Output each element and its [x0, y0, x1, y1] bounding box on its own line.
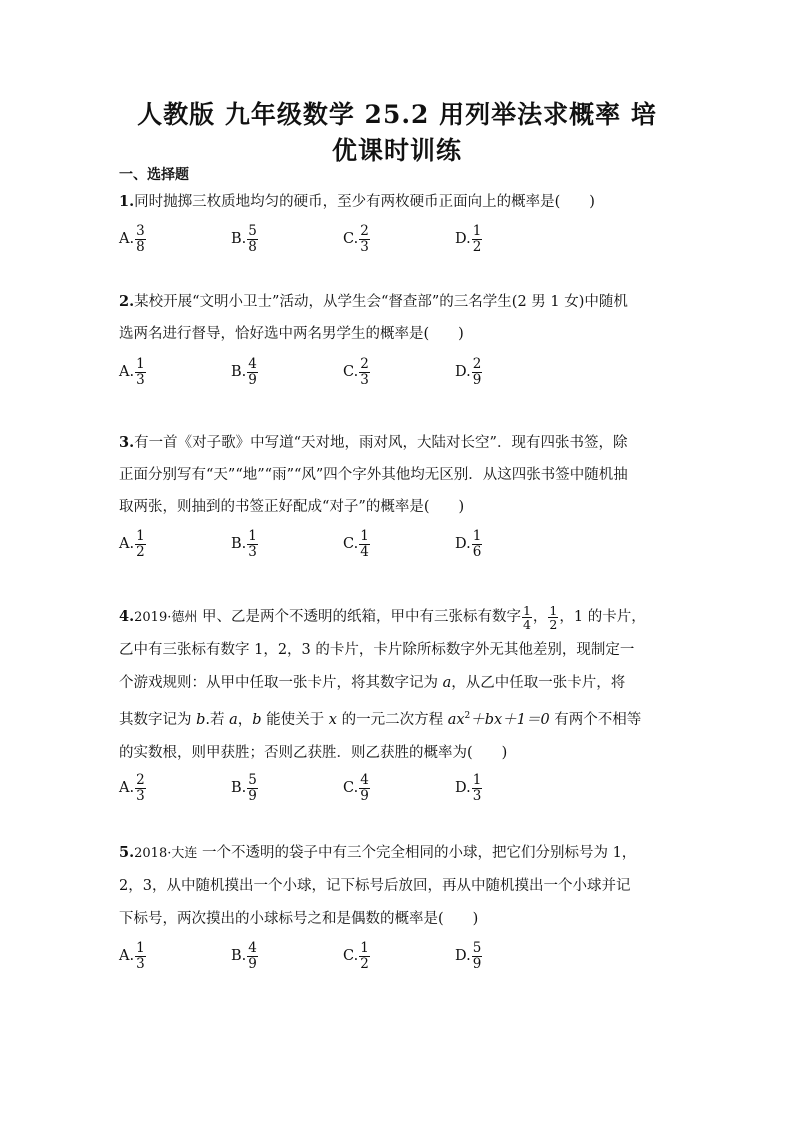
fraction: $\frac{2}{3}$ [360, 355, 369, 388]
question-number: 3. [119, 434, 135, 451]
fraction: $\frac{1}{2}$ [360, 939, 369, 972]
options-q2 [119, 352, 679, 392]
question-text-line2: 2，3，从中随机摸出一个小球，记下标号后放回，再从中随机摸出一个小球并记 [119, 878, 631, 894]
fraction: $\frac{1}{3}$ [136, 355, 145, 388]
question-text-line1: 有一首《对子歌》中写道“天对地，雨对风，大陆对长空”．现有四张书签，除 [134, 435, 628, 451]
fraction: $\frac{2}{9}$ [472, 355, 482, 388]
option-c[interactable]: C. $\frac{1}{2}$ [343, 939, 369, 972]
option-c[interactable]: C. $\frac{2}{3}$ [343, 355, 369, 388]
option-a[interactable]: A. $\frac{1}{3}$ [119, 939, 145, 972]
fraction: $\frac{4}{9}$ [360, 771, 369, 804]
question-text-line2: 选两名进行督导，恰好选中两名男学生的概率是( ) [119, 326, 464, 342]
option-d[interactable]: D. $\frac{5}{9}$ [455, 939, 482, 972]
equation: ax [447, 711, 465, 728]
fraction: $\frac{1}{4}$ [360, 527, 369, 560]
question-text-line3: 下标号，两次摸出的小球标号之和是偶数的概率是( ) [119, 911, 479, 927]
section-heading: 一、选择题 [119, 167, 189, 183]
fraction: $\frac{5}{9}$ [472, 939, 482, 972]
option-d[interactable]: D. $\frac{2}{9}$ [455, 355, 482, 388]
question-4: 4.2019·德州 甲、乙是两个不透明的纸箱，甲中有三张标有数字 $\frac{1}{4}$ ， $\frac{1}{2}$ ，1 的卡片， 乙中有三张标有数字 1，2，3 的卡片，卡片除所标数字外无其他差别，现制定一 个游戏规则：从甲中任取一张卡片，将其数字记为 a，从乙中任取一张卡片，将 其数字记为 b.若 a，b 能使关于 x 的一元二次方程 $ax^2+bx+1=0$ 有两个不相等 的实数根，则甲获胜；否则乙获胜．则乙获胜的概率为( ) [119, 600, 679, 770]
question-text-line1: 某校开展“文明小卫士”活动，从学生会“督查部”的三名学生(2 男 1 女)中随机 [134, 294, 628, 310]
fraction: $\frac{4}{9}$ [248, 939, 257, 972]
fraction: $\frac{1}{2}$ [136, 527, 145, 560]
question-source: 2019·德州 [134, 610, 198, 625]
fraction: $\frac{1}{2}$ [549, 602, 558, 632]
fraction: $\frac{1}{3}$ [248, 527, 257, 560]
option-c[interactable]: C. $\frac{4}{9}$ [343, 771, 369, 804]
option-b[interactable]: B. $\frac{4}{9}$ [231, 355, 257, 388]
page-title-line1: 人教版 九年级数学 25.2 用列举法求概率 培 [137, 100, 657, 129]
option-c[interactable]: C. $\frac{2}{3}$ [343, 222, 369, 255]
fraction: $\frac{5}{8}$ [248, 222, 257, 255]
option-c[interactable]: C. $\frac{1}{4}$ [343, 527, 369, 560]
fraction: $\frac{1}{4}$ [522, 602, 531, 632]
page-title-line2: 优课时训练 [331, 136, 462, 165]
question-5: 5.2018·大连 一个不透明的袋子中有三个完全相同的小球，把它们分别标号为 1， 2，3，从中随机摸出一个小球，记下标号后放回，再从中随机摸出一个小球并记 下标号，两次摸出的小球标号之和是偶数的概率是( ) [119, 836, 679, 936]
options-q1 [119, 219, 679, 259]
question-1 [119, 186, 679, 218]
fraction: $\frac{2}{3}$ [360, 222, 369, 255]
question-text-line5: 的实数根，则甲获胜；否则乙获胜．则乙获胜的概率为( ) [119, 744, 508, 761]
option-a[interactable]: A. $\frac{1}{2}$ [119, 527, 145, 560]
option-a[interactable]: A. $\frac{1}{3}$ [119, 355, 145, 388]
options-q3 [119, 524, 679, 564]
option-b[interactable]: B. $\frac{5}{9}$ [231, 771, 257, 804]
question-number: 4. [119, 608, 135, 625]
options-q4 [119, 768, 679, 808]
question-source: 2018·大连 [134, 846, 198, 861]
question-number: 2. [119, 293, 135, 310]
fraction: $\frac{2}{3}$ [136, 771, 145, 804]
option-d[interactable]: D. $\frac{1}{2}$ [455, 222, 482, 255]
option-b[interactable]: B. $\frac{1}{3}$ [231, 527, 257, 560]
question-number: 1. [119, 193, 135, 210]
option-a[interactable]: A. $\frac{2}{3}$ [119, 771, 145, 804]
question-number: 5. [119, 844, 135, 861]
option-b[interactable]: B. $\frac{4}{9}$ [231, 939, 257, 972]
option-a[interactable]: A. $\frac{3}{8}$ [119, 222, 145, 255]
question-text-line3: 取两张，则抽到的书签正好配成“对子”的概率是( ) [119, 499, 465, 515]
question-2 [119, 286, 679, 350]
fraction: $\frac{1}{3}$ [472, 771, 482, 804]
question-text-line3: 个游戏规则：从甲中任取一张卡片，将其数字记为 a，从乙中任取一张卡片，将 [119, 675, 626, 691]
fraction: $\frac{1}{6}$ [472, 527, 482, 560]
question-text: 同时抛掷三枚质地均匀的硬币，至少有两枚硬币正面向上的概率是( ) [134, 194, 595, 210]
question-3 [119, 427, 679, 523]
option-d[interactable]: D. $\frac{1}{3}$ [455, 771, 482, 804]
question-text-line4: 其数字记为 b.若 a，b 能使关于 x 的一元二次方程 $ax^2+bx+1=0$ 有两个不相等 [119, 711, 642, 728]
option-b[interactable]: B. $\frac{5}{8}$ [231, 222, 257, 255]
fraction: $\frac{3}{8}$ [136, 222, 145, 255]
fraction: $\frac{5}{9}$ [248, 771, 257, 804]
options-q5 [119, 936, 679, 976]
question-text-line2: 正面分别写有“天”“地”“雨”“风”四个字外其他均无区别．从这四张书签中随机抽 [119, 467, 628, 483]
fraction: $\frac{4}{9}$ [248, 355, 257, 388]
fraction: $\frac{1}{3}$ [136, 939, 145, 972]
fraction: $\frac{1}{2}$ [472, 222, 482, 255]
option-d[interactable]: D. $\frac{1}{6}$ [455, 527, 482, 560]
question-text-line2: 乙中有三张标有数字 1，2，3 的卡片，卡片除所标数字外无其他差别，现制定一 [119, 642, 635, 658]
